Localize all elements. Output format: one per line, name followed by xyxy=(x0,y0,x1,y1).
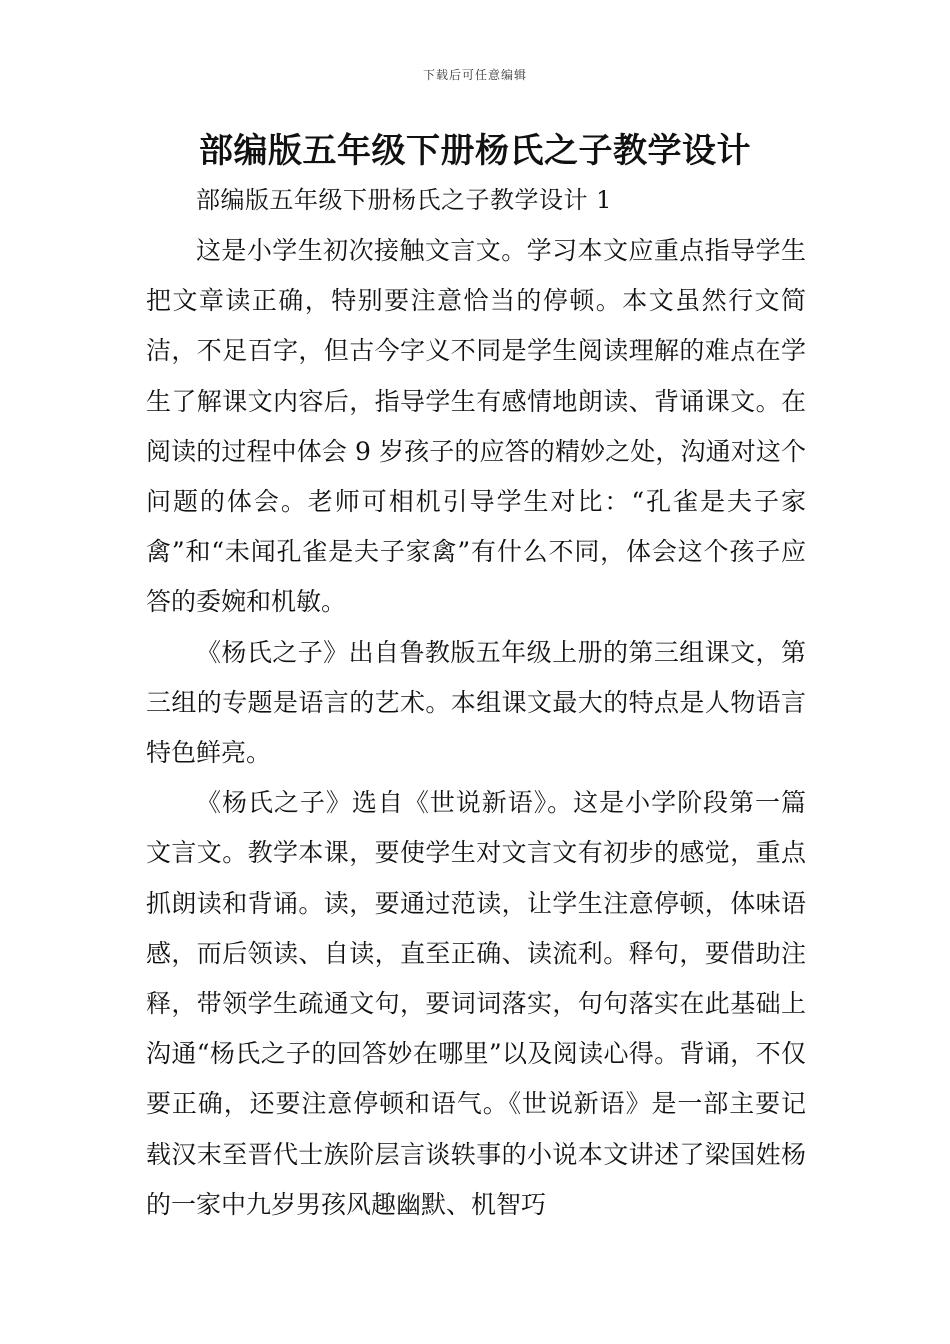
paragraph-3: 《杨氏之子》选自《世说新语》。这是小学阶段第一篇文言文。教学本课，要使学生对文言文有初步的感觉，重点抓朗读和背诵。读，要通过范读，让学生注意停顿，体味语感，而后领读、自读，直至正确、读流利。释句，要借助注释，带领学生疏通文句，要词词落实，句句落实在此基础上沟通“杨氏之子的回答妙在哪里”以及阅读心得。背诵，不仅要正确，还要注意停顿和语气。《世说新语》是一部主要记载汉末至晋代士族阶层言谈轶事的小说本文讲述了梁国姓杨的一家中九岁男孩风趣幽默、机智巧 xyxy=(146,788,806,1219)
body-text xyxy=(146,226,806,1230)
paragraph-2: 《杨氏之子》出自鲁教版五年级上册的第三组课文，第三组的专题是语言的艺术。本组课文最大的特点是人物语言特色鲜亮。 xyxy=(146,637,806,768)
header-note: 下载后可任意编辑 xyxy=(422,68,527,82)
paragraph-1: 这是小学生初次接触文言文。学习本文应重点指导学生把文章读正确，特别要注意恰当的停顿。本文虽然行文简洁，不足百字，但古今字义不同是学生阅读理解的难点在学生了解课文内容后，指导学生有感情地朗读、背诵课文。在阅读的过程中体会 9 岁孩子的应答的精妙之处，沟通对这个问题的体会。老师可相机引导学生对比：“孔雀是夫子家禽”和“未闻孔雀是夫子家禽”有什么不同，体会这个孩子应答的委婉和机敏。 xyxy=(146,236,806,617)
document-title: 部编版五年级下册杨氏之子教学设计 xyxy=(199,131,751,171)
document-subtitle: 部编版五年级下册杨氏之子教学设计 1 xyxy=(196,186,612,214)
